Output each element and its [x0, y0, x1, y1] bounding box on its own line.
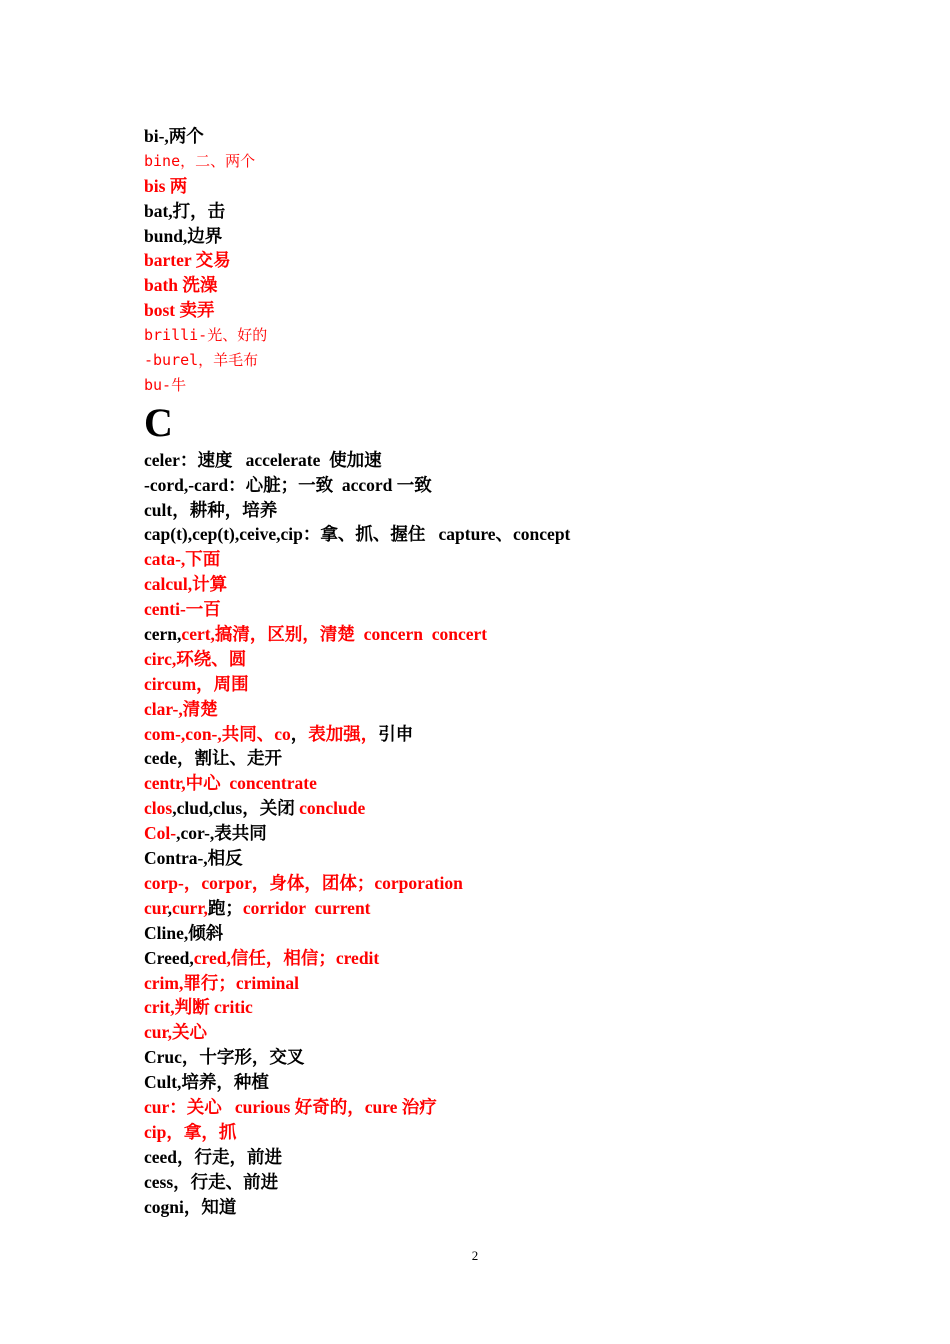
entry-text: 跑；	[207, 897, 243, 918]
entry-text: Contra-,	[144, 848, 208, 869]
root-entry	[144, 896, 864, 921]
root-entry	[144, 448, 864, 473]
root-entry	[144, 995, 864, 1020]
root-entry	[144, 224, 864, 249]
root-entry	[144, 572, 864, 597]
root-entry	[144, 248, 864, 273]
entry-text: 行走，前进	[194, 1146, 283, 1167]
root-entry	[144, 946, 864, 971]
entry-text-red: clos	[144, 798, 173, 819]
entry-text: celer：	[144, 449, 198, 470]
entry-text: cess，	[144, 1171, 191, 1192]
root-entry	[144, 672, 864, 697]
root-entry	[144, 1045, 864, 1070]
entry-text: cogni，	[144, 1196, 202, 1217]
entry-text: 耕种，培养	[189, 499, 278, 520]
entry-text-red: calcul,计算	[144, 574, 228, 595]
entry-text-red: cur：关心 curious 好奇的，cure 治疗	[144, 1096, 437, 1117]
entry-text: cap(t),cep(t),ceive,cip：	[144, 524, 321, 545]
root-entry	[144, 348, 864, 373]
root-entry	[144, 323, 864, 348]
root-entry	[144, 1145, 864, 1170]
entry-text-red: bost 卖弄	[144, 300, 215, 321]
entry-text-red: corridor current	[242, 897, 371, 918]
entry-text: accelerate	[232, 449, 330, 470]
entry-text: 引申	[378, 723, 414, 744]
root-entry	[144, 522, 864, 547]
entry-text: 关闭	[259, 798, 295, 819]
entry-text-red: cred,信任，相信；credit	[193, 947, 380, 968]
root-entry	[144, 174, 864, 199]
entry-text-red: bath 洗澡	[144, 275, 218, 296]
root-entry	[144, 746, 864, 771]
entry-text: 十字形，交叉	[199, 1047, 305, 1068]
entry-text-red: Col-	[144, 823, 177, 844]
entry-text-red: centi-一百	[144, 599, 221, 620]
root-entry	[144, 771, 864, 796]
entry-text: Cruc，	[144, 1047, 200, 1068]
root-entry	[144, 124, 864, 149]
entry-text-red: com-,con-,共同、co	[144, 723, 291, 744]
entry-text: 速度	[197, 449, 233, 470]
root-entry	[144, 1120, 864, 1145]
entry-text-red: centr,中心 concentrate	[144, 773, 317, 794]
entry-text: Cline,	[144, 922, 189, 943]
entry-text: accord	[333, 474, 397, 495]
root-entry	[144, 149, 864, 174]
root-entry	[144, 647, 864, 672]
root-entry	[144, 1170, 864, 1195]
root-entry	[144, 597, 864, 622]
root-entry	[144, 722, 864, 747]
entry-text: 拿、抓、握住	[320, 524, 426, 545]
entry-text-red: circ,环绕、圆	[144, 648, 247, 669]
entry-text: 培养，种植	[181, 1072, 269, 1093]
root-entry	[144, 697, 864, 722]
entry-text-red: clar-,清楚	[144, 698, 218, 719]
entry-text: cern,	[144, 624, 182, 645]
root-entry	[144, 199, 864, 224]
entry-text-red: cert,搞清，区别，清楚 concern concert	[181, 624, 488, 645]
root-entry	[144, 1070, 864, 1095]
entry-text: capture、concept	[425, 524, 571, 545]
page-number: 2	[471, 1248, 479, 1263]
root-entry	[144, 373, 864, 398]
entry-text: 相反	[207, 848, 243, 869]
root-entry	[144, 846, 864, 871]
root-entry	[144, 273, 864, 298]
entry-text-red: cur	[144, 897, 168, 918]
entry-text: ，	[290, 723, 309, 744]
entry-text-red: 表加强，	[308, 723, 379, 744]
entry-text: ,cor-,	[176, 823, 215, 844]
entry-text-red: bu-牛	[144, 375, 187, 394]
root-entry	[144, 971, 864, 996]
entry-text: -cord,-card：	[144, 474, 246, 495]
entry-text: 一致	[396, 474, 432, 495]
entry-text-red: curr,	[172, 897, 208, 918]
entry-text-red: bis 两	[144, 175, 188, 196]
entry-text: ,	[167, 897, 173, 918]
entry-text: cede，	[144, 748, 195, 769]
entry-text: 表共同	[214, 823, 267, 844]
root-entry	[144, 921, 864, 946]
entry-text: 割让、走开	[194, 748, 283, 769]
entry-text-red: crit,判断 critic	[144, 997, 253, 1018]
root-entry	[144, 796, 864, 821]
entry-text: 倾斜	[188, 922, 224, 943]
root-entry	[144, 298, 864, 323]
entry-text-red: conclude	[294, 798, 366, 819]
entry-text: 心脏；一致	[245, 474, 334, 495]
entry-text: Cult,	[144, 1072, 182, 1093]
root-entry	[144, 1195, 864, 1220]
entry-text-red: cur,关心	[144, 1022, 208, 1043]
entry-text: bat,打，击	[144, 200, 226, 221]
entry-text: 知道	[201, 1196, 237, 1217]
entry-text: 行走、前进	[190, 1171, 279, 1192]
entry-text-red: barter 交易	[144, 250, 231, 271]
root-entry	[144, 498, 864, 523]
root-entry	[144, 622, 864, 647]
root-entry	[144, 1095, 864, 1120]
root-entry	[144, 547, 864, 572]
c-roots-list	[144, 448, 864, 1220]
entry-text: cult，	[144, 499, 190, 520]
entry-text-red: brilli-光、好的	[144, 326, 268, 345]
entry-text: 使加速	[329, 449, 382, 470]
root-entry	[144, 1020, 864, 1045]
entry-text: Creed,	[144, 947, 194, 968]
root-entry	[144, 473, 864, 498]
entry-text: ,clud,clus，	[172, 798, 260, 819]
document-body	[144, 124, 864, 1219]
entry-text-red: cip，拿，抓	[144, 1121, 237, 1142]
entry-text: bund,边界	[144, 225, 223, 246]
root-entry	[144, 871, 864, 896]
entry-text: bi-,两个	[144, 126, 204, 146]
entry-text-red: bine，二、两个	[144, 151, 256, 170]
entry-text: ceed，	[144, 1146, 195, 1167]
section-heading-c: C	[144, 399, 173, 445]
b-roots-list	[144, 124, 864, 398]
entry-text-red: -burel，羊毛布	[144, 351, 259, 370]
entry-text-red: crim,罪行；criminal	[144, 972, 300, 993]
entry-text-red: corp-，corpor，身体，团体；corporation	[144, 872, 463, 893]
entry-text-red: circum，周围	[144, 673, 249, 694]
root-entry	[144, 821, 864, 846]
entry-text-red: cata-,下面	[144, 549, 221, 570]
